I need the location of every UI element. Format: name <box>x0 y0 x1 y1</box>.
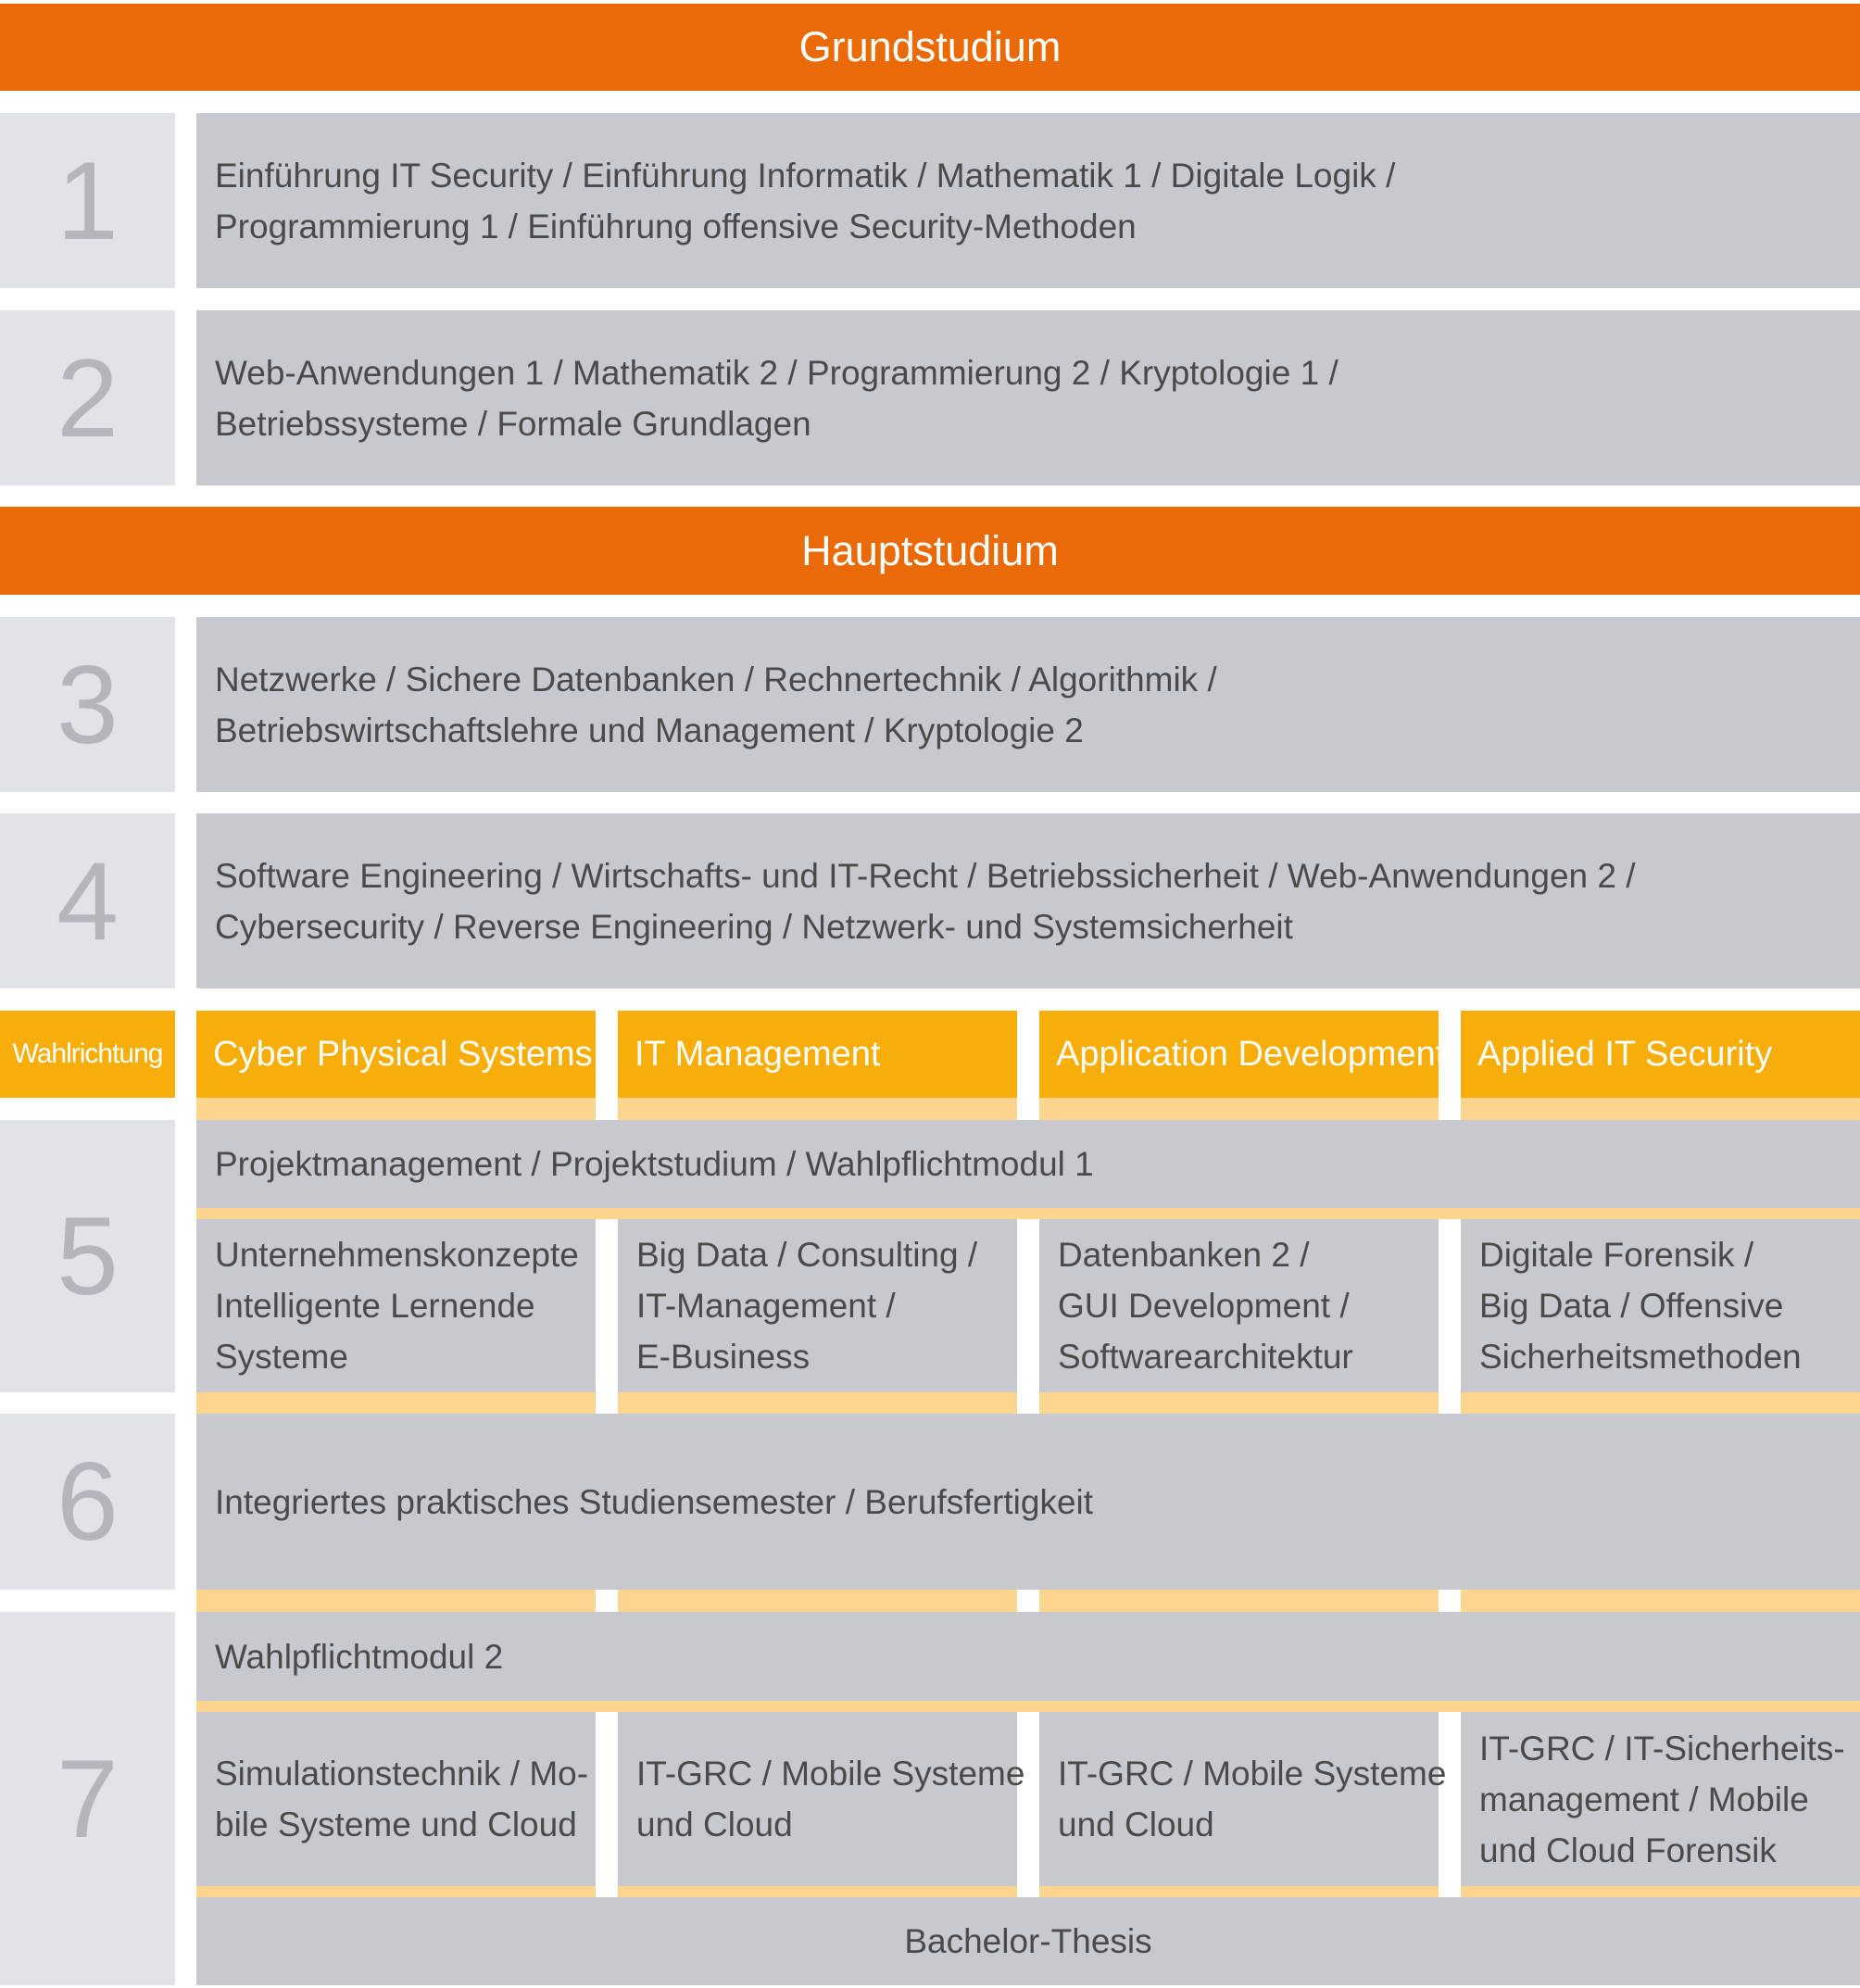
track-stripe <box>1039 1392 1439 1414</box>
s7-sec-line-3: und Cloud Forensik <box>1479 1831 1777 1869</box>
track-stripe <box>618 1886 1017 1897</box>
s5-itm-line-3: E-Business <box>636 1338 811 1376</box>
track-tab-application-development: Application Development <box>1039 1011 1439 1098</box>
grundstudium-title: Grundstudium <box>798 23 1062 70</box>
bachelor-thesis <box>196 1897 1860 1985</box>
semester-1-modules <box>196 113 1860 288</box>
s5-cps-line-2: Intelligente Lernende <box>215 1287 535 1325</box>
s7-cps-line-2: bile Systeme und Cloud <box>215 1806 577 1843</box>
semester-7-track-applied-it-security <box>1461 1712 1860 1886</box>
semester-6-text: Integriertes praktisches Studiensemester / Berufsfertigkeit <box>215 1482 1094 1521</box>
semester-2-number: 2 <box>0 310 175 485</box>
s5-cps-line-3: Systeme <box>215 1338 348 1376</box>
track-stripe <box>1461 1098 1860 1120</box>
s5-itm-line-1: Big Data / Consulting / <box>636 1236 978 1274</box>
track-stripe <box>1039 1590 1439 1612</box>
s7-appdev-line-2: und Cloud <box>1058 1806 1214 1843</box>
grundstudium-header <box>0 4 1860 91</box>
semester-2-line-2: Betriebssysteme / Formale Grundlagen <box>215 404 811 443</box>
track-tab-it-management: IT Management <box>618 1011 1017 1098</box>
s5-appdev-line-1: Datenbanken 2 / <box>1058 1236 1310 1274</box>
track-tab-cyber-physical-systems: Cyber Physical Systems <box>196 1011 596 1098</box>
track-stripe <box>618 1098 1017 1120</box>
semester-1-number: 1 <box>0 113 175 288</box>
semester-7-track-cyber-physical-systems <box>196 1712 596 1886</box>
semester-7-number: 7 <box>0 1612 175 1985</box>
semester-6-modules <box>196 1414 1860 1590</box>
s7-appdev-line-1: IT-GRC / Mobile Systeme <box>1058 1755 1447 1793</box>
semester-2-modules <box>196 310 1860 485</box>
semester-4-line-1: Software Engineering / Wirtschafts- und IT-Recht / Betriebssicherheit / Web-Anwendungen 2 / <box>215 856 1636 895</box>
s5-sec-line-3: Sicherheitsmethoden <box>1479 1338 1802 1376</box>
semester-4-line-2: Cybersecurity / Reverse Engineering / Netzwerk- und Systemsicherheit <box>215 907 1293 946</box>
hauptstudium-title: Hauptstudium <box>801 526 1059 574</box>
semester-7-track-application-development <box>1039 1712 1447 1886</box>
hauptstudium-header <box>0 507 1860 595</box>
semester-4-number: 4 <box>0 813 175 988</box>
s7-itm-line-2: und Cloud <box>636 1806 793 1843</box>
semester-7-common-text: Wahlpflichtmodul 2 <box>215 1637 504 1676</box>
s5-sec-line-2: Big Data / Offensive <box>1479 1287 1784 1325</box>
semester-7-common-modules <box>196 1612 1860 1701</box>
track-stripe <box>196 1701 1860 1712</box>
track-stripe <box>1039 1098 1439 1120</box>
bachelor-thesis-label: Bachelor-Thesis <box>904 1922 1152 1960</box>
track-stripe <box>618 1590 1017 1612</box>
semester-1-line-1: Einführung IT Security / Einführung Informatik / Mathematik 1 / Digitale Logik / <box>215 156 1396 195</box>
track-stripe <box>196 1392 596 1414</box>
semester-5-common-modules <box>196 1120 1860 1208</box>
track-stripe <box>196 1590 596 1612</box>
track-stripe <box>1461 1886 1860 1897</box>
semester-5-common-text: Projektmanagement / Projektstudium / Wahlpflichtmodul 1 <box>215 1145 1094 1183</box>
track-stripe <box>196 1886 596 1897</box>
semester-6-number: 6 <box>0 1414 175 1590</box>
track-stripe <box>196 1208 1860 1219</box>
track-stripe <box>1461 1590 1860 1612</box>
track-tab-applied-it-security: Applied IT Security <box>1461 1011 1860 1098</box>
track-stripe <box>1039 1886 1439 1897</box>
track-stripe <box>196 1098 596 1120</box>
semester-5-track-application-development <box>1039 1219 1439 1392</box>
s7-cps-line-1: Simulationstechnik / Mo- <box>215 1755 589 1793</box>
s7-itm-line-1: IT-GRC / Mobile Systeme <box>636 1755 1025 1793</box>
s5-sec-line-1: Digitale Forensik / <box>1479 1236 1754 1274</box>
s5-cps-line-1: Unternehmenskonzepte <box>215 1236 579 1274</box>
semester-5-track-cyber-physical-systems <box>196 1219 596 1392</box>
semester-3-line-1: Netzwerke / Sichere Datenbanken / Rechnertechnik / Algorithmik / <box>215 660 1217 698</box>
s5-itm-line-2: IT-Management / <box>636 1287 896 1325</box>
semester-3-modules <box>196 617 1860 792</box>
wahlrichtung-label: Wahlrichtung <box>0 1011 175 1098</box>
semester-4-modules <box>196 813 1860 988</box>
s7-sec-line-1: IT-GRC / IT-Sicherheits- <box>1479 1729 1845 1768</box>
semester-5-number: 5 <box>0 1120 175 1392</box>
s7-sec-line-2: management / Mobile <box>1479 1780 1809 1818</box>
semester-5-track-it-management <box>618 1219 1017 1392</box>
track-stripe <box>618 1392 1017 1414</box>
semester-1-line-2: Programmierung 1 / Einführung offensive Security-Methoden <box>215 207 1137 245</box>
track-stripe <box>1461 1392 1860 1414</box>
semester-3-line-2: Betriebswirtschaftslehre und Management / Kryptologie 2 <box>215 711 1084 749</box>
semester-3-number: 3 <box>0 617 175 792</box>
s5-appdev-line-2: GUI Development / <box>1058 1287 1350 1325</box>
semester-2-line-1: Web-Anwendungen 1 / Mathematik 2 / Programmierung 2 / Kryptologie 1 / <box>215 353 1338 392</box>
semester-5-track-applied-it-security <box>1461 1219 1860 1392</box>
s5-appdev-line-3: Softwarearchitektur <box>1058 1338 1353 1376</box>
semester-7-track-it-management <box>618 1712 1025 1886</box>
